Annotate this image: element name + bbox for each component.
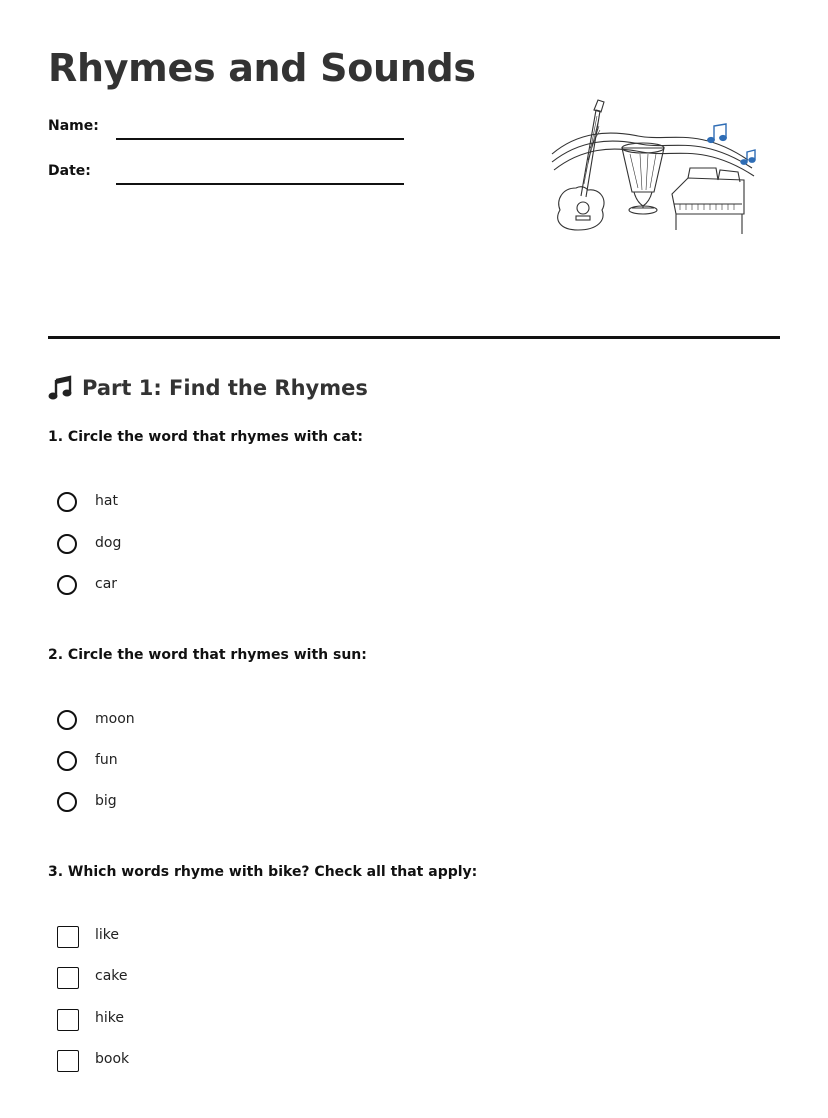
name-field[interactable] [116,138,404,140]
checkbox[interactable] [57,1009,79,1031]
part-1-title-text: Part 1: Find the Rhymes [82,376,368,400]
name-label: Name: [48,118,99,134]
date-label: Date: [48,163,91,179]
checkbox[interactable] [57,1050,79,1072]
option-label: dog [95,535,122,551]
section-divider [48,336,780,339]
worksheet-title: Rhymes and Sounds [48,46,476,90]
option-label: cake [95,968,128,984]
option-label: hat [95,493,118,509]
question-3: 3. Which words rhyme with bike? Check all that apply: [48,864,478,880]
radio-button[interactable] [57,534,77,554]
radio-button[interactable] [57,710,77,730]
option-label: hike [95,1010,124,1026]
musical-instruments-illustration [548,96,764,238]
option-label: like [95,927,120,943]
question-2: 2. Circle the word that rhymes with sun: [48,647,367,663]
option-label: moon [95,711,135,727]
checkbox[interactable] [57,926,79,948]
option-label: fun [95,752,118,768]
date-field[interactable] [116,183,404,185]
radio-button[interactable] [57,751,77,771]
checkbox[interactable] [57,967,79,989]
music-note-icon [48,374,74,400]
radio-button[interactable] [57,492,77,512]
option-label: car [95,576,118,592]
radio-button[interactable] [57,792,77,812]
option-label: big [95,793,117,809]
part-1-title [48,374,368,400]
option-label: book [95,1051,130,1067]
radio-button[interactable] [57,575,77,595]
question-1: 1. Circle the word that rhymes with cat: [48,429,364,445]
